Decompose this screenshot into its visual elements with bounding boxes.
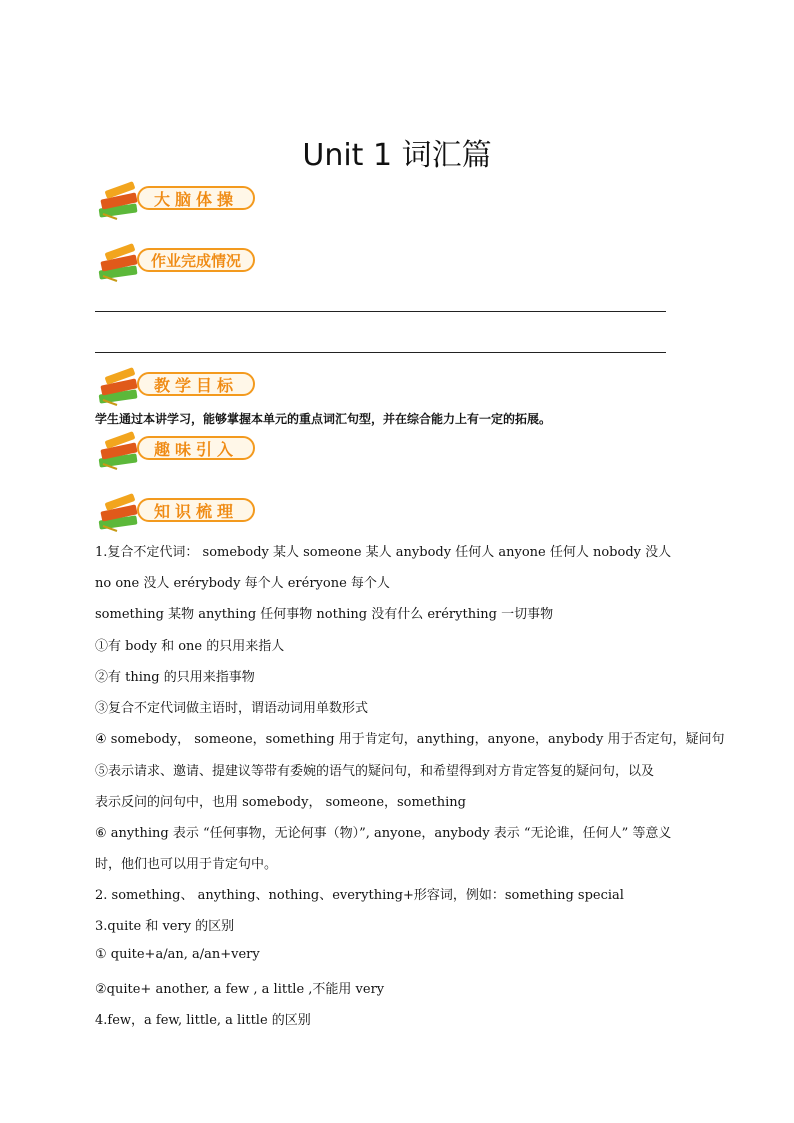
- section-header-intro: [95, 430, 261, 470]
- section-badge-goals: 教学目标: [137, 372, 255, 396]
- content-line: ②有 thing 的只用来指事物: [95, 670, 255, 685]
- content-line: ②quite+ another, a few , a little ,不能用 very: [95, 982, 385, 997]
- content-line: no one 没人 erérybody 每个人 eréryone 每个人: [95, 576, 390, 591]
- answer-line-1: [95, 311, 666, 312]
- page-title: Unit 1 词汇篇: [302, 138, 492, 173]
- section-badge-intro: 趣味引入: [137, 436, 255, 460]
- section-header-goals: [95, 366, 261, 406]
- content-line: 表示反问的问句中，也用 somebody， someone，something: [95, 795, 466, 810]
- content-line: 时，他们也可以用于肯定句中。: [95, 857, 278, 872]
- content-line: ① quite+a/an, a/an+very: [95, 947, 260, 962]
- books-icon: [95, 180, 143, 220]
- section-header-homework: [95, 242, 261, 282]
- books-icon: [95, 430, 143, 470]
- content-line: 3.quite 和 very 的区别: [95, 919, 235, 934]
- content-line: ③复合不定代词做主语时，谓语动词用单数形式: [95, 701, 369, 716]
- content-line: something 某物 anything 任何事物 nothing 没有什么 erérything 一切事物: [95, 607, 554, 622]
- section-header-brain: [95, 180, 261, 220]
- content-line: ⑥ anything 表示 “任何事物，无论何事（物）”, anyone，anybody 表示 “无论谁，任何人” 等意义: [95, 826, 672, 841]
- content-line: ①有 body 和 one 的只用来指人: [95, 639, 285, 654]
- section-badge-knowledge: 知识梳理: [137, 498, 255, 522]
- objective-text: 学生通过本讲学习，能够掌握本单元的重点词汇句型，并在综合能力上有一定的拓展。: [95, 412, 552, 426]
- answer-line-2: [95, 352, 666, 353]
- section-header-knowledge: [95, 492, 261, 532]
- content-line: ④ somebody， someone，something 用于肯定句，anything，anyone，anybody 用于否定句，疑问句: [95, 732, 725, 747]
- books-icon: [95, 366, 143, 406]
- section-badge-brain: 大脑体操: [137, 186, 255, 210]
- content-line: 1.复合不定代词： somebody 某人 someone 某人 anybody 任何人 anyone 任何人 nobody 没人: [95, 545, 672, 560]
- content-line: 2. something、 anything、nothing、everything+形容词，例如：something special: [95, 888, 624, 903]
- content-line: ⑤表示请求、邀请、提建议等带有委婉的语气的疑问句，和希望得到对方肯定答复的疑问句，以及: [95, 764, 655, 779]
- books-icon: [95, 492, 143, 532]
- books-icon: [95, 242, 143, 282]
- content-line: 4.few，a few, little, a little 的区别: [95, 1013, 311, 1028]
- section-badge-homework: 作业完成情况: [137, 248, 255, 272]
